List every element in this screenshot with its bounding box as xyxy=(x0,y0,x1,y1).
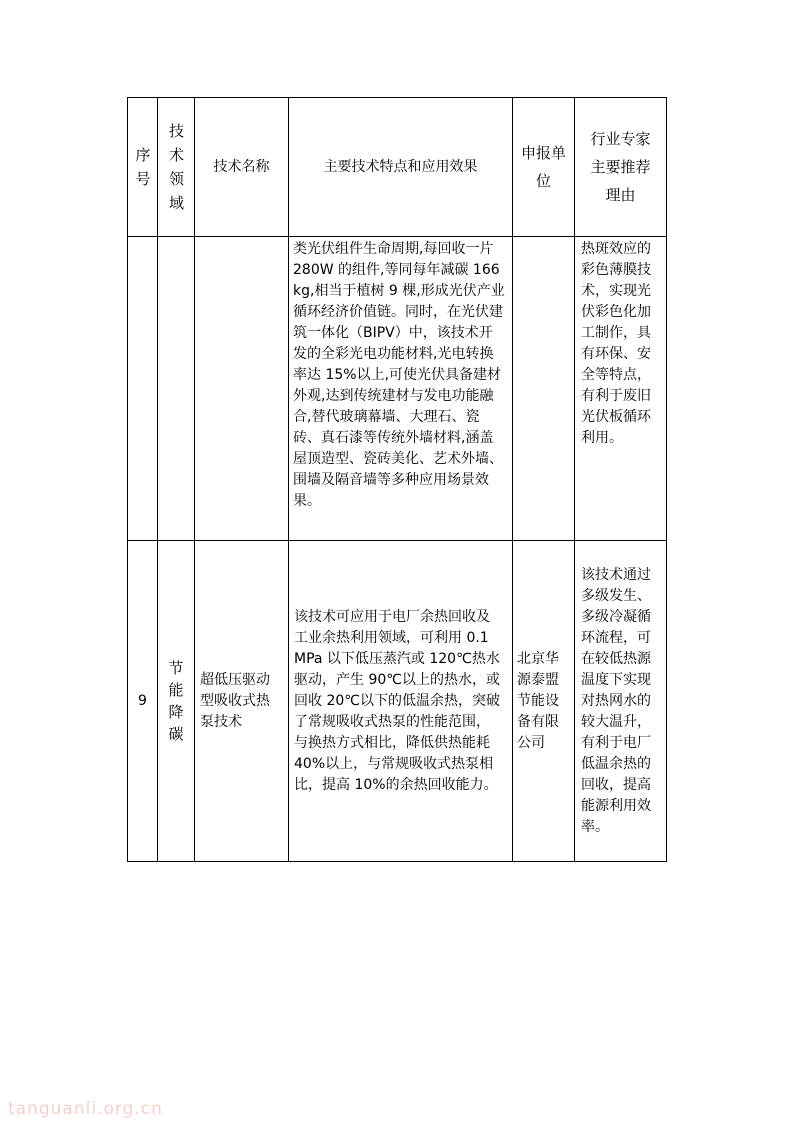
row-main-text: 类光伏组件生命周期,每回收一片 280W 的组件,等同每年减碳 166kg,相当于植树 9 棵,形成光伏产业循环经济价值链。同时，在光伏建筑一体化（BIPV）中，该技术开发的全彩光电功能材料,光电转换率达 15%以上,可使光伏具备建材外观,达到传统建材与发电功能融合,替代玻璃幕墙、大理石、瓷砖、真石漆等传统外墙材料,涵盖屋顶造型、瓷砖美化、艺术外墙、围墙及隔音墙等多种应用场景效果。 xyxy=(293,241,505,509)
row-unit-cell xyxy=(513,237,575,541)
row-seq-cell xyxy=(128,237,158,541)
header-field: 技术领域 xyxy=(158,98,195,237)
header-name: 技术名称 xyxy=(195,98,289,237)
recommendation-table xyxy=(127,97,667,862)
row-name-cell: 超低压驱动型吸收式热泵技术 xyxy=(195,541,289,862)
row-name-cell xyxy=(195,237,289,541)
row-reason-text: 热斑效应的彩色薄膜技术，实现光伏彩色化加工制作，具有环保、安全等特点，有利于废旧光伏板循环利用。 xyxy=(581,241,651,446)
table-row xyxy=(128,541,667,862)
row-main-cell xyxy=(289,237,513,541)
row-reason-cell xyxy=(575,237,667,541)
row-main-text: 该技术可应用于电厂余热回收及工业余热利用领域，可利用 0.1MPa 以下低压蒸汽或 120℃热水驱动，产生 90℃以上的热水，或回收 20℃以下的低温余热，突破了常规吸收式热泵的性能范围，与换热方式相比，降低供热能耗 40%以上，与常规吸收式热泵相比，提高 10%的余热回收能力。 xyxy=(294,608,500,793)
watermark-text: tanguanli.org.cn xyxy=(8,1099,163,1119)
header-seq: 序号 xyxy=(128,98,158,237)
row-main-cell xyxy=(289,541,513,862)
header-reason: 行业专家主要推荐理由 xyxy=(575,98,667,237)
table-row xyxy=(128,237,667,541)
row-reason-text: 该技术通过多级发生、多级冷凝循环流程，可在较低热源温度下实现对热网水的较大温升，有利于电厂低温余热的回收，提高能源利用效率。 xyxy=(581,566,651,835)
header-unit: 申报单位 xyxy=(513,98,575,237)
row-field-cell xyxy=(158,237,195,541)
row-reason-cell xyxy=(575,541,667,862)
row-field-cell: 节能降碳 xyxy=(158,541,195,862)
header-main: 主要技术特点和应用效果 xyxy=(289,98,513,237)
row-seq-cell: 9 xyxy=(128,541,158,862)
table-header-row xyxy=(128,98,667,237)
row-unit-cell: 北京华源泰盟节能设备有限公司 xyxy=(513,541,575,862)
